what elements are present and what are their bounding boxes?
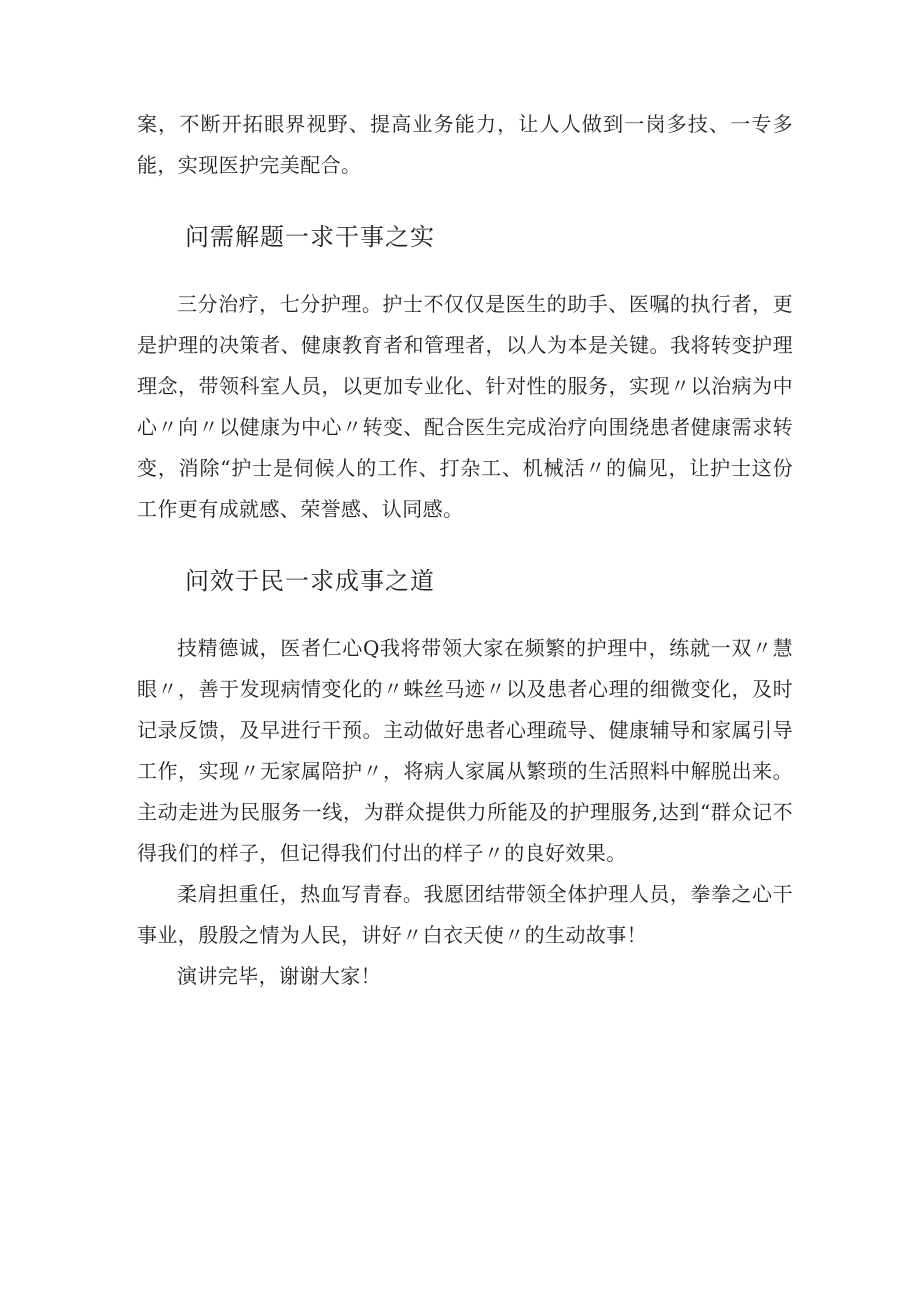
paragraph-conclusion: 柔肩担重任，热血写青春。我愿团结带领全体护理人员，拳拳之心干事业，殷殷之情为人民，讲好〃白衣天使〃的生动故事！ bbox=[137, 882, 793, 947]
section-heading-1: 问需解题一求干事之实 bbox=[185, 223, 435, 251]
paragraph-intro: 案，不断开拓眼界视野、提高业务能力，让人人做到一岗多技、一专多能，实现医护完美配合。 bbox=[137, 112, 793, 177]
section-heading-2: 问效于民一求成事之道 bbox=[185, 567, 435, 595]
paragraph-closing: 演讲完毕，谢谢大家！ bbox=[177, 964, 381, 988]
paragraph-section-2: 技精德诚，医者仁心Q我将带领大家在频繁的护理中，练就一双〃慧眼〃，善于发现病情变化的〃蛛丝马迹〃以及患者心理的细微变化，及时记录反馈，及早进行干预。主动做好患者心理疏导、健康辅导和家属引导工作，实现〃无家属陪护〃，将病人家属从繁琐的生活照料中解脱出来。主动走进为民服务一线，为群众提供力所能及的护理服务,达到“群众记不得我们的样子，但记得我们付出的样子〃的良好效果。 bbox=[137, 636, 793, 865]
document-body bbox=[137, 104, 793, 997]
paragraph-section-1: 三分治疗，七分护理。护士不仅仅是医生的助手、医嘱的执行者，更是护理的决策者、健康教育者和管理者，以人为本是关键。我将转变护理理念，带领科室人员，以更加专业化、针对性的服务，实现〃以治病为中心〃向〃以健康为中心〃转变、配合医生完成治疗向围绕患者健康需求转变，消除“护士是伺候人的工作、打杂工、机械活〃的偏见，让护士这份工作更有成就感、荣誉感、认同感。 bbox=[137, 292, 793, 521]
